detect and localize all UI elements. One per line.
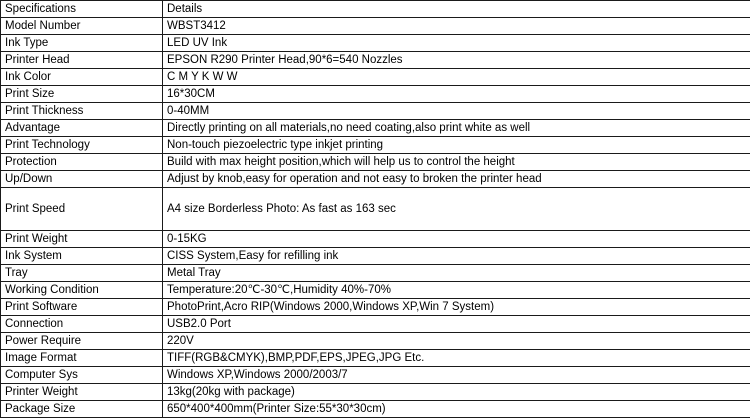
spec-label: Advantage [1,120,163,137]
table-row [1,231,750,248]
spec-value: Adjust by knob,easy for operation and not easy to broken the printer head [163,171,750,188]
table-row [1,333,750,350]
spec-value: 0-15KG [163,231,750,248]
spec-value: 220V [163,333,750,350]
spec-value: Non-touch piezoelectric type inkjet printing [163,137,750,154]
spec-value: 0-40MM [163,103,750,120]
spec-value: TIFF(RGB&CMYK),BMP,PDF,EPS,JPEG,JPG Etc. [163,350,750,367]
spec-value: Metal Tray [163,265,750,282]
table-row [1,316,750,333]
table-row [1,103,750,120]
spec-label: Ink Type [1,35,163,52]
spec-label: Computer Sys [1,367,163,384]
table-row [1,248,750,265]
table-row [1,401,750,418]
table-row [1,52,750,69]
spec-label: Printer Head [1,52,163,69]
table-row [1,384,750,401]
table-row [1,120,750,137]
spec-value: USB2.0 Port [163,316,750,333]
table-row [1,154,750,171]
spec-label: Tray [1,265,163,282]
spec-label: Printer Weight [1,384,163,401]
header-details: Details [163,1,750,18]
table-row [1,137,750,154]
spec-label: Ink Color [1,69,163,86]
spec-value: CISS System,Easy for refilling ink [163,248,750,265]
spec-label: Print Speed [1,188,163,231]
table-row [1,350,750,367]
spec-value: PhotoPrint,Acro RIP(Windows 2000,Windows XP,Win 7 System) [163,299,750,316]
spec-label: Protection [1,154,163,171]
table-row [1,282,750,299]
spec-label: Power Require [1,333,163,350]
header-specifications: Specifications [1,1,163,18]
spec-label: Model Number [1,18,163,35]
table-row [1,171,750,188]
table-row [1,86,750,103]
spec-label: Print Software [1,299,163,316]
table-row [1,265,750,282]
spec-label: Print Thickness [1,103,163,120]
spec-value: Windows XP,Windows 2000/2003/7 [163,367,750,384]
table-row [1,18,750,35]
spec-value: WBST3412 [163,18,750,35]
spec-value: 16*30CM [163,86,750,103]
table-row [1,188,750,231]
spec-value: 13kg(20kg with package) [163,384,750,401]
spec-label: Working Condition [1,282,163,299]
spec-value: Temperature:20℃-30℃,Humidity 40%-70% [163,282,750,299]
spec-label: Ink System [1,248,163,265]
spec-value: C M Y K W W [163,69,750,86]
table-row [1,299,750,316]
spec-value: EPSON R290 Printer Head,90*6=540 Nozzles [163,52,750,69]
table-row [1,69,750,86]
table-row [1,35,750,52]
spec-label: Connection [1,316,163,333]
table-header-row [1,1,750,18]
table-row [1,367,750,384]
spec-value: A4 size Borderless Photo: As fast as 163 sec [163,188,750,231]
spec-value: Directly printing on all materials,no need coating,also print white as well [163,120,750,137]
spec-value: LED UV Ink [163,35,750,52]
spec-label: Print Size [1,86,163,103]
spec-label: Up/Down [1,171,163,188]
spec-label: Print Technology [1,137,163,154]
spec-value: Build with max height position,which will help us to control the height [163,154,750,171]
spec-value: 650*400*400mm(Printer Size:55*30*30cm) [163,401,750,418]
spec-label: Print Weight [1,231,163,248]
spec-label: Package Size [1,401,163,418]
spec-label: Image Format [1,350,163,367]
